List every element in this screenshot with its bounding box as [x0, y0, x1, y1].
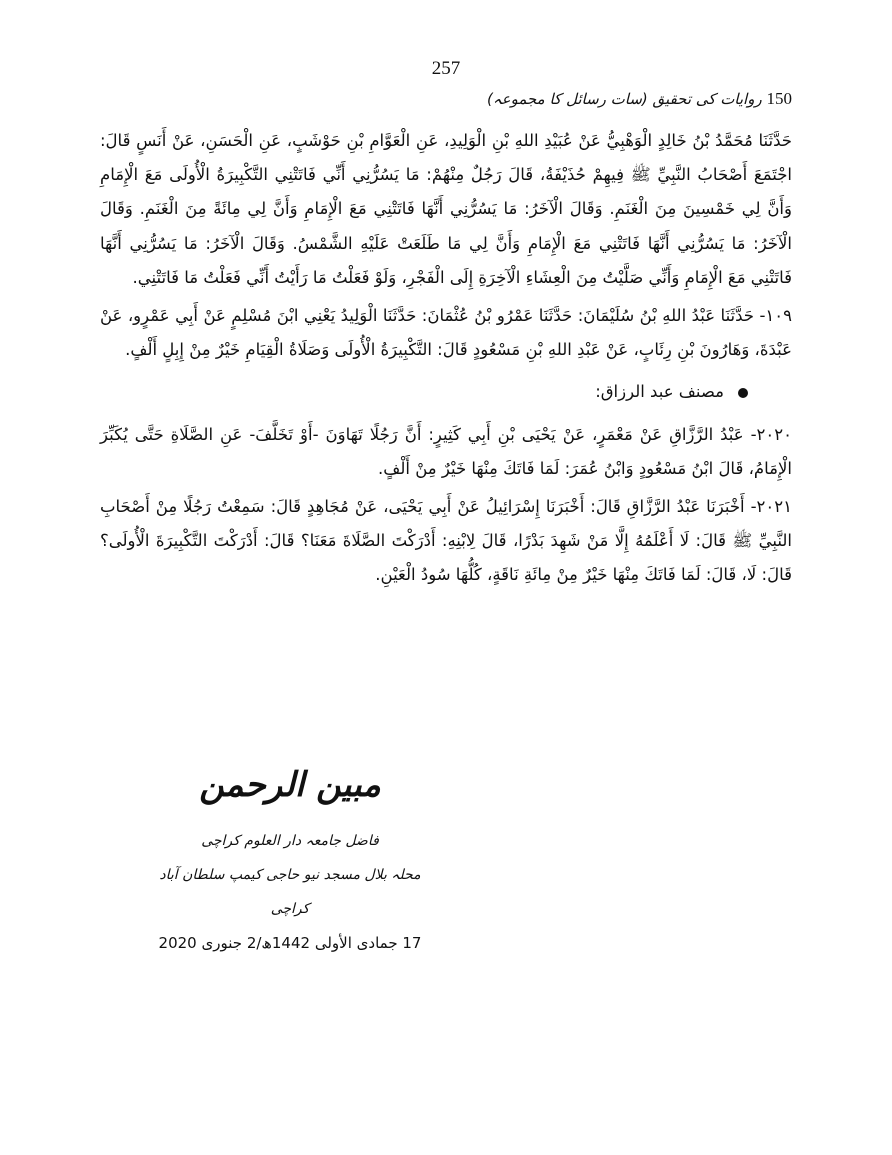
- section-heading-text: مصنف عبد الرزاق:: [595, 382, 724, 402]
- section-heading: [100, 375, 792, 409]
- bullet-icon: [738, 388, 748, 398]
- author-address: محلہ بلال مسجد نیو حاجی کیمپ سلطان آباد کراچی: [159, 867, 421, 917]
- running-header: [120, 89, 792, 109]
- signature: مبین الرحمن: [199, 765, 381, 805]
- hadith-paragraph: ١٠٩- حَدَّثَنَا عَبْدُ اللهِ بْنُ سُلَيْمَانَ: حَدَّثَنَا عَمْرُو بْنُ عُثْمَانَ: حَدَّثَنَا الْوَلِيدُ يَعْنِي ابْنَ مُسْلِمٍ عَنْ أَبِي عَمْرٍو، عَنْ عَبْدَةَ، وَهَارُونَ بْنِ رِئَابٍ، عَنْ عَبْدِ اللهِ بْنِ مَسْعُودٍ قَالَ: التَّكْبِيرَةُ الْأُولَى وَصَلَاةُ الْقِيَامِ خَيْرٌ مِنْ إِبِلٍ أَلْفٍ.: [100, 306, 792, 360]
- main-text: [100, 124, 792, 593]
- author-affiliation: فاضل جامعہ دار العلوم کراچی: [201, 833, 379, 849]
- signature-block: [140, 756, 440, 960]
- header-title: روایات کی تحقیق (سات رسائل کا مجموعہ): [486, 90, 762, 108]
- page-number: 257: [431, 58, 461, 79]
- hadith-paragraph: حَدَّثَنَا مُحَمَّدُ بْنُ خَالِدٍ الْوَهْبِيُّ عَنْ عُبَيْدِ اللهِ بْنِ الْوَلِيدِ، عَنِ الْعَوَّامِ بْنِ حَوْشَبٍ، عَنِ الْحَسَنِ، عَنْ أَنَسٍ قَالَ: اجْتَمَعَ أَصْحَابُ النَّبِيِّ ﷺ فِيهِمْ حُذَيْفَةُ، قَالَ رَجُلٌ مِنْهُمْ: مَا يَسُرُّنِي أَنِّي فَاتَتْنِي التَّكْبِيرَةُ الْأُولَى مَعَ الْإِمَامِ وَأَنَّ لِي خَمْسِينَ مِنَ الْغَنَمِ. وَقَالَ الْآخَرُ: مَا يَسُرُّنِي أَنَّهَا فَاتَتْنِي مَعَ الْإِمَامِ وَأَنَّ لِي مِائَةً مِنَ الْغَنَمِ. وَقَالَ الْآخَرُ: مَا يَسُرُّنِي أَنَّهَا فَاتَتْنِي مَعَ الْإِمَامِ وَأَنَّ لِي مَا طَلَعَتْ عَلَيْهِ الشَّمْسُ. وَقَالَ الْآخَرُ: مَا يَسُرُّنِي أَنَّهَا فَاتَتْنِي مَعَ الْإِمَامِ وَأَنِّي صَلَّيْتُ مِنَ الْعِشَاءِ الْآخِرَةِ إِلَى الْفَجْرِ، وَلَوْ فَعَلْتُ مَا رَأَيْتُ أَنِّي فَعَلْتُ مَا فَاتَتْنِي.: [100, 131, 792, 287]
- signature-date: 17 جمادی الأولی 1442ھ/2 جنوری 2020: [158, 934, 422, 952]
- hadith-paragraph: ٢٠٢٠- عَبْدُ الرَّزَّاقِ عَنْ مَعْمَرٍ، عَنْ يَحْيَى بْنِ أَبِي كَثِيرٍ: أَنَّ رَجُلًا تَهَاوَنَ -أَوْ تَخَلَّفَ- عَنِ الصَّلَاةِ حَتَّى يُكَبِّرَ الْإِمَامُ، قَالَ ابْنُ مَسْعُودٍ وَابْنُ عُمَرَ: لَمَا فَاتَكَ مِنْهَا خَيْرٌ مِنْ أَلْفٍ.: [100, 424, 792, 478]
- header-page-count: 150: [766, 89, 792, 108]
- hadith-paragraph: ٢٠٢١- أَخْبَرَنَا عَبْدُ الرَّزَّاقِ قَالَ: أَخْبَرَنَا إِسْرَائِيلُ عَنْ أَبِي يَحْيَى، عَنْ مُجَاهِدٍ قَالَ: سَمِعْتُ رَجُلًا مِنْ أَصْحَابِ النَّبِيِّ ﷺ قَالَ: لَا أَعْلَمُهُ إِلَّا مَنْ شَهِدَ بَدْرًا، قَالَ لِابْنِهِ: أَدْرَكْتَ الصَّلَاةَ مَعَنَا؟ قَالَ: أَدْرَكْتَ التَّكْبِيرَةَ الْأُولَى؟ قَالَ: لَا، قَالَ: لَمَا فَاتَكَ مِنْهَا خَيْرٌ مِنْ مِائَةِ نَاقَةٍ، كُلُّهَا سُودُ الْعَيْنِ.: [100, 497, 792, 585]
